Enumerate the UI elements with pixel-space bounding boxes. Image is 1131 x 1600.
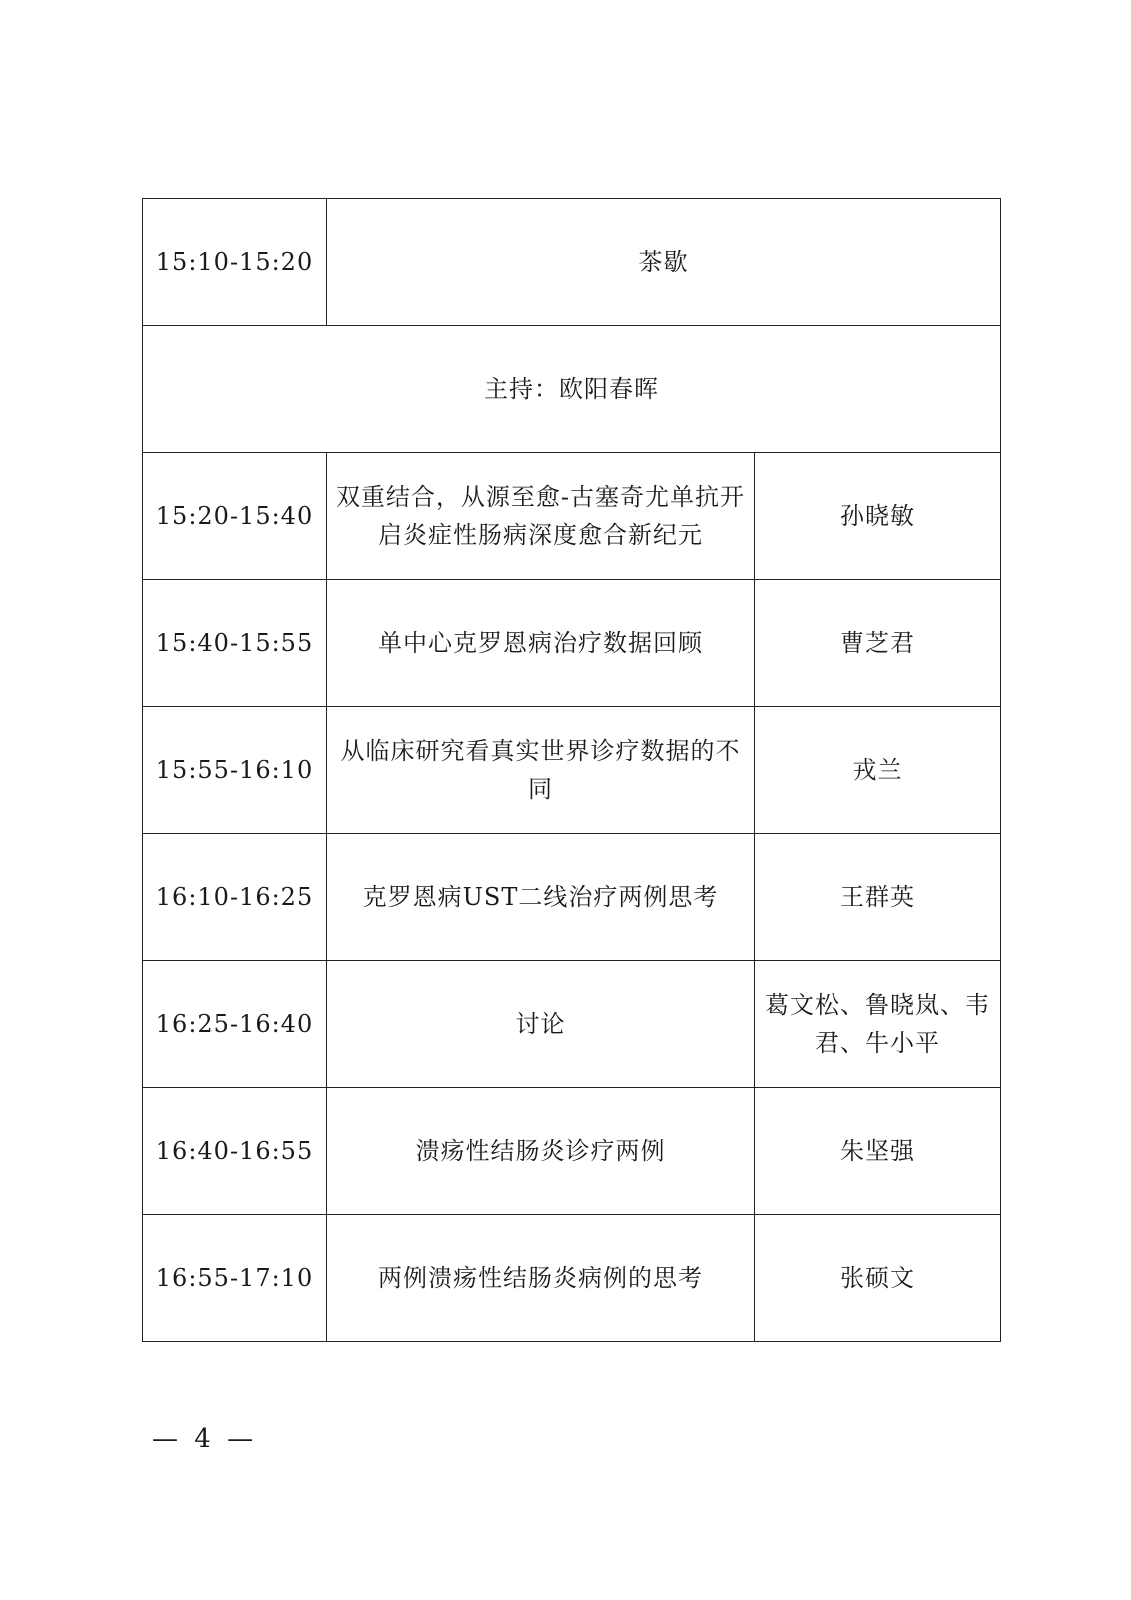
- table-row: [143, 834, 1001, 961]
- page-number: — 4 —: [152, 1424, 258, 1454]
- time-cell: 15:10-15:20: [143, 199, 327, 326]
- time-cell: 15:55-16:10: [143, 707, 327, 834]
- topic-text: 双重结合，从源至愈-古塞奇尤单抗开启炎症性肠病深度愈合新纪元: [335, 483, 746, 549]
- speaker-cell: 朱坚强: [755, 1088, 1001, 1215]
- speaker-cell: 曹芝君: [755, 580, 1001, 707]
- speaker-cell: 孙晓敏: [755, 453, 1001, 580]
- host-cell: 主持：欧阳春晖: [143, 326, 1001, 453]
- schedule-table: [142, 198, 1001, 1342]
- time-cell: 16:10-16:25: [143, 834, 327, 961]
- table-row: [143, 707, 1001, 834]
- speaker-text: 葛文松、鲁晓岚、韦君、牛小平: [765, 991, 990, 1057]
- time-cell: 16:25-16:40: [143, 961, 327, 1088]
- topic-cell: 克罗恩病UST二线治疗两例思考: [327, 834, 755, 961]
- speaker-cell: 戎兰: [755, 707, 1001, 834]
- topic-cell: [327, 453, 755, 580]
- table-row: [143, 961, 1001, 1088]
- table-row: [143, 580, 1001, 707]
- time-cell: 15:20-15:40: [143, 453, 327, 580]
- speaker-cell: 张硕文: [755, 1215, 1001, 1342]
- table-row: [143, 1088, 1001, 1215]
- table-row: [143, 199, 1001, 326]
- topic-cell: 讨论: [327, 961, 755, 1088]
- topic-cell: [327, 707, 755, 834]
- topic-text: 从临床研究看真实世界诊疗数据的不同: [340, 737, 741, 803]
- speaker-cell: [755, 961, 1001, 1088]
- table-row: [143, 1215, 1001, 1342]
- table-row: [143, 326, 1001, 453]
- topic-cell: 两例溃疡性结肠炎病例的思考: [327, 1215, 755, 1342]
- speaker-cell: 王群英: [755, 834, 1001, 961]
- table-row: [143, 453, 1001, 580]
- topic-cell: 茶歇: [327, 199, 1001, 326]
- time-cell: 16:55-17:10: [143, 1215, 327, 1342]
- time-cell: 16:40-16:55: [143, 1088, 327, 1215]
- topic-cell: 溃疡性结肠炎诊疗两例: [327, 1088, 755, 1215]
- time-cell: 15:40-15:55: [143, 580, 327, 707]
- topic-cell: 单中心克罗恩病治疗数据回顾: [327, 580, 755, 707]
